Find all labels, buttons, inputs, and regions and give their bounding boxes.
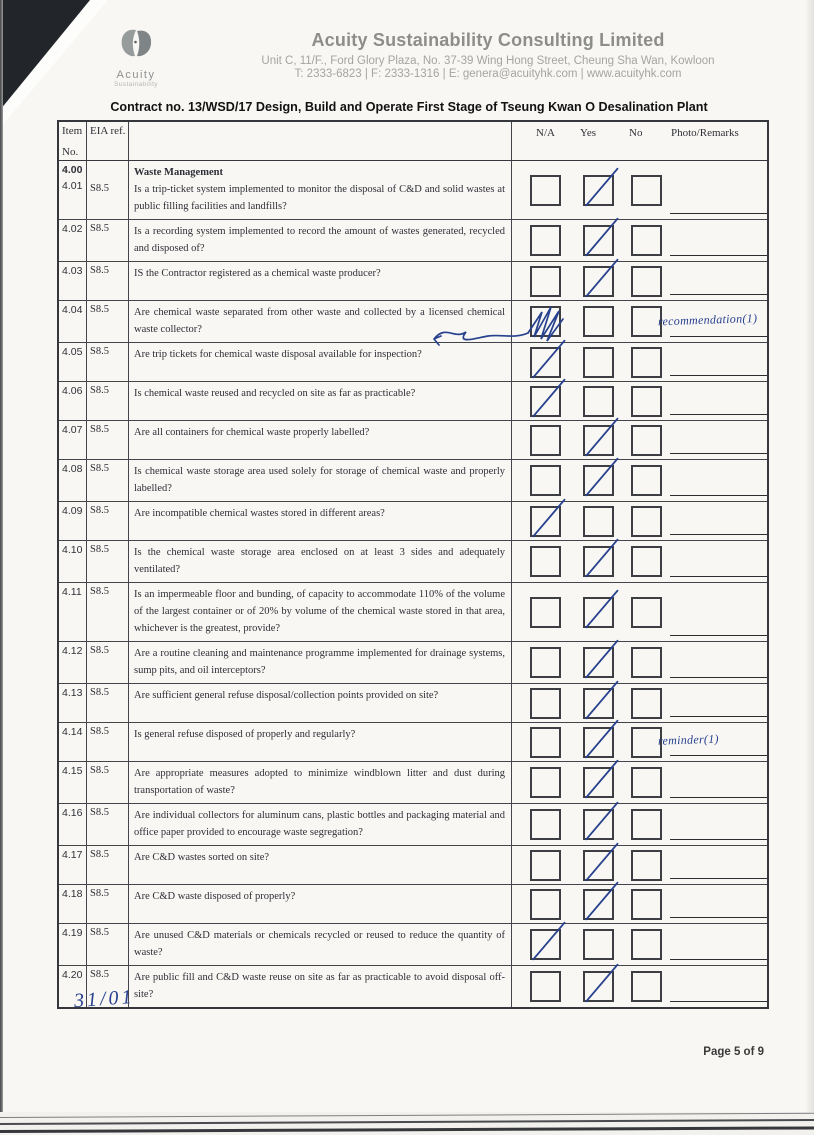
item-no: 4.14 bbox=[62, 726, 83, 738]
checkbox-no[interactable] bbox=[631, 850, 662, 881]
item-no: 4.18 bbox=[62, 888, 83, 900]
answer-cell bbox=[512, 421, 767, 459]
checkbox-no[interactable] bbox=[631, 225, 662, 256]
question-text: Are trip tickets for chemical waste disposal available for inspection? bbox=[134, 349, 422, 360]
checkbox-yes[interactable] bbox=[583, 597, 614, 628]
item-no: 4.17 bbox=[62, 849, 83, 861]
item-no-cell bbox=[59, 301, 87, 342]
tick-mark bbox=[579, 678, 623, 722]
question-cell bbox=[129, 684, 512, 722]
table-row bbox=[59, 762, 767, 804]
question-text: Is chemical waste reused and recycled on site as far as practicable? bbox=[134, 388, 416, 399]
logo-subtitle: Sustainability bbox=[114, 81, 158, 88]
question-cell bbox=[129, 583, 512, 641]
checkbox-yes[interactable] bbox=[583, 347, 614, 378]
header-question-col bbox=[129, 122, 512, 160]
answer-cell bbox=[512, 502, 767, 540]
item-no-cell bbox=[59, 684, 87, 722]
checkbox-na[interactable] bbox=[530, 266, 561, 297]
eia-ref: S8.5 bbox=[90, 424, 109, 435]
checkbox-yes[interactable] bbox=[583, 175, 614, 206]
checkbox-no[interactable] bbox=[631, 347, 662, 378]
handwritten-date: 31/01 bbox=[73, 985, 136, 1013]
answer-cell bbox=[512, 885, 767, 923]
remarks-line bbox=[670, 414, 767, 415]
tick-mark bbox=[579, 637, 623, 681]
table-row bbox=[59, 502, 767, 541]
eia-ref: S8.5 bbox=[90, 765, 109, 776]
eia-ref-cell bbox=[87, 885, 129, 923]
checkbox-na[interactable] bbox=[530, 971, 561, 1002]
remarks-line bbox=[670, 576, 767, 577]
checkbox-na[interactable] bbox=[530, 306, 561, 337]
header-no: No bbox=[629, 127, 643, 139]
item-no-cell bbox=[59, 541, 87, 582]
checkbox-na[interactable] bbox=[530, 929, 561, 960]
checkbox-na[interactable] bbox=[530, 425, 561, 456]
table-row bbox=[59, 846, 767, 885]
checkbox-yes[interactable] bbox=[583, 889, 614, 920]
checkbox-yes[interactable] bbox=[583, 767, 614, 798]
eia-ref: S8.5 bbox=[90, 304, 109, 315]
question-cell bbox=[129, 262, 512, 300]
item-no: 4.15 bbox=[62, 765, 83, 777]
checkbox-no[interactable] bbox=[631, 889, 662, 920]
eia-ref: S8.5 bbox=[90, 265, 109, 276]
item-no-cell bbox=[59, 161, 87, 219]
item-no-cell bbox=[59, 583, 87, 641]
item-no: 4.19 bbox=[62, 927, 83, 939]
eia-ref-cell bbox=[87, 161, 129, 219]
checkbox-yes[interactable] bbox=[583, 225, 614, 256]
table-header-row bbox=[59, 122, 767, 161]
answer-cell bbox=[512, 684, 767, 722]
question-text: Are C&D waste disposed of properly? bbox=[134, 891, 296, 902]
question-cell bbox=[129, 762, 512, 803]
question-cell bbox=[129, 220, 512, 261]
answer-cell bbox=[512, 262, 767, 300]
header-item-no bbox=[59, 122, 87, 160]
eia-ref-cell bbox=[87, 343, 129, 381]
answer-cell bbox=[512, 642, 767, 683]
header-na: N/A bbox=[536, 127, 555, 139]
item-no: 4.06 bbox=[62, 385, 83, 397]
question-cell bbox=[129, 924, 512, 965]
eia-ref: S8.5 bbox=[90, 645, 109, 656]
item-no: 4.04 bbox=[62, 304, 83, 316]
checkbox-no[interactable] bbox=[631, 767, 662, 798]
question-cell bbox=[129, 460, 512, 501]
eia-ref-cell bbox=[87, 846, 129, 884]
question-cell bbox=[129, 161, 512, 219]
question-text: Is a recording system implemented to record the amount of wastes generated, recycled and disposed of? bbox=[134, 226, 505, 254]
eia-ref-cell bbox=[87, 583, 129, 641]
remarks-line bbox=[670, 294, 767, 295]
item-no-cell bbox=[59, 804, 87, 845]
item-no-cell bbox=[59, 723, 87, 761]
checklist-table bbox=[57, 120, 769, 1009]
question-text: Are sufficient general refuse disposal/collection points provided on site? bbox=[134, 690, 439, 701]
checkbox-na[interactable] bbox=[530, 647, 561, 678]
checkbox-na[interactable] bbox=[530, 889, 561, 920]
checkbox-yes[interactable] bbox=[583, 506, 614, 537]
eia-ref-cell bbox=[87, 382, 129, 420]
eia-ref-cell bbox=[87, 924, 129, 965]
checkbox-no[interactable] bbox=[631, 929, 662, 960]
item-no-cell bbox=[59, 343, 87, 381]
remarks-line bbox=[670, 375, 767, 376]
question-text: Are chemical waste separated from other waste and collected by a licensed chemical waste collector? bbox=[134, 307, 505, 335]
table-row bbox=[59, 583, 767, 642]
table-row bbox=[59, 301, 767, 343]
item-no: 4.20 bbox=[62, 969, 83, 981]
header-photo-remarks: Photo/Remarks bbox=[671, 127, 739, 139]
checkbox-no[interactable] bbox=[631, 597, 662, 628]
remarks-line bbox=[670, 255, 767, 256]
item-no-cell bbox=[59, 924, 87, 965]
header-answer-cols bbox=[512, 122, 767, 160]
item-no-cell bbox=[59, 502, 87, 540]
eia-ref-cell bbox=[87, 642, 129, 683]
item-no: 4.02 bbox=[62, 223, 83, 235]
tick-mark bbox=[579, 536, 623, 580]
item-no-cell bbox=[59, 460, 87, 501]
tick-mark bbox=[579, 879, 623, 923]
item-no-cell bbox=[59, 762, 87, 803]
header-item-line1: Item bbox=[62, 125, 83, 137]
tick-mark bbox=[579, 587, 623, 631]
checkbox-no[interactable] bbox=[631, 465, 662, 496]
answer-cell bbox=[512, 382, 767, 420]
tick-mark bbox=[579, 165, 623, 209]
eia-ref-cell bbox=[87, 421, 129, 459]
checkbox-yes[interactable] bbox=[583, 929, 614, 960]
question-cell bbox=[129, 846, 512, 884]
checkbox-yes[interactable] bbox=[583, 727, 614, 758]
item-no: 4.11 bbox=[62, 586, 82, 598]
checkbox-no[interactable] bbox=[631, 647, 662, 678]
checkbox-na[interactable] bbox=[530, 546, 561, 577]
item-no-cell bbox=[59, 220, 87, 261]
eia-ref: S8.5 bbox=[90, 183, 109, 194]
checkbox-no[interactable] bbox=[631, 809, 662, 840]
checkbox-na[interactable] bbox=[530, 727, 561, 758]
checkbox-na[interactable] bbox=[530, 506, 561, 537]
eia-ref-cell bbox=[87, 804, 129, 845]
tick-mark bbox=[579, 455, 623, 499]
checkbox-na[interactable] bbox=[530, 688, 561, 719]
table-row bbox=[59, 885, 767, 924]
checkbox-na[interactable] bbox=[530, 347, 561, 378]
logo-name: Acuity bbox=[116, 69, 156, 81]
contract-title: Contract no. 13/WSD/17 Design, Build and Operate First Stage of Tseung Kwan O Desalination Plant bbox=[110, 100, 708, 114]
question-text: Are a routine cleaning and maintenance programme implemented for drainage systems, sump pits, and oil interceptors? bbox=[134, 648, 505, 676]
question-text: Are individual collectors for aluminum cans, plastic bottles and packaging material and office paper provided to encourage waste segregation? bbox=[134, 810, 505, 838]
question-text: Are C&D wastes sorted on site? bbox=[134, 852, 270, 863]
question-cell bbox=[129, 804, 512, 845]
checkbox-no[interactable] bbox=[631, 425, 662, 456]
company-name: Acuity Sustainability Consulting Limited bbox=[311, 30, 665, 50]
question-cell bbox=[129, 885, 512, 923]
remarks-line bbox=[670, 878, 767, 879]
item-no: 4.09 bbox=[62, 505, 83, 517]
item-no: 4.03 bbox=[62, 265, 83, 277]
table-row bbox=[59, 684, 767, 723]
eia-ref-cell bbox=[87, 220, 129, 261]
eia-ref: S8.5 bbox=[90, 687, 109, 698]
eia-ref: S8.5 bbox=[90, 849, 109, 860]
checkbox-no[interactable] bbox=[631, 506, 662, 537]
checkbox-yes[interactable] bbox=[583, 850, 614, 881]
header-item-line2: No. bbox=[62, 146, 79, 158]
remarks-line bbox=[670, 677, 767, 678]
eia-ref-cell bbox=[87, 460, 129, 501]
checkbox-no[interactable] bbox=[631, 386, 662, 417]
acuity-leaf-icon bbox=[116, 26, 156, 68]
checkbox-yes[interactable] bbox=[583, 386, 614, 417]
question-text: Is general refuse disposed of properly and regularly? bbox=[134, 729, 356, 740]
item-no-cell bbox=[59, 885, 87, 923]
tick-mark bbox=[579, 256, 623, 300]
table-row bbox=[59, 343, 767, 382]
company-logo bbox=[92, 26, 180, 88]
item-no-cell bbox=[59, 421, 87, 459]
remarks-line bbox=[670, 755, 767, 756]
question-text: Are all containers for chemical waste properly labelled? bbox=[134, 427, 370, 438]
eia-ref: S8.5 bbox=[90, 544, 109, 555]
question-text: Are unused C&D materials or chemicals recycled or reused to reduce the quantity of waste? bbox=[134, 930, 505, 958]
item-no-cell bbox=[59, 642, 87, 683]
item-no-cell bbox=[59, 262, 87, 300]
tick-mark bbox=[526, 496, 570, 540]
item-no: 4.08 bbox=[62, 463, 83, 475]
page-left-edge bbox=[0, 0, 3, 1135]
table-row bbox=[59, 262, 767, 301]
question-text: Are public fill and C&D waste reuse on site as far as practicable to avoid disposal off-site? bbox=[134, 972, 505, 1000]
checkbox-yes[interactable] bbox=[583, 306, 614, 337]
answer-cell bbox=[512, 804, 767, 845]
tick-mark bbox=[526, 376, 570, 420]
checkbox-no[interactable] bbox=[631, 175, 662, 206]
item-no: 4.12 bbox=[62, 645, 83, 657]
checkbox-no[interactable] bbox=[631, 546, 662, 577]
handwritten-remark: recommendation(1) bbox=[657, 310, 758, 328]
question-cell bbox=[129, 421, 512, 459]
remarks-line bbox=[670, 716, 767, 717]
checkbox-no[interactable] bbox=[631, 688, 662, 719]
section-item-no: 4.00 bbox=[62, 164, 83, 176]
checkbox-na[interactable] bbox=[530, 597, 561, 628]
checkbox-yes[interactable] bbox=[583, 546, 614, 577]
checkbox-no[interactable] bbox=[631, 971, 662, 1002]
eia-ref-cell bbox=[87, 502, 129, 540]
question-text: Is the chemical waste storage area enclosed on at least 3 sides and adequately ventilated? bbox=[134, 547, 505, 575]
company-contact-line: T: 2333-6823 | F: 2333-1316 | E: genera@acuityhk.com | www.acuityhk.com bbox=[294, 68, 682, 80]
table-row bbox=[59, 723, 767, 762]
answer-cell bbox=[512, 924, 767, 965]
audit-table-body bbox=[59, 161, 767, 1007]
tick-mark bbox=[579, 717, 623, 761]
answer-cell bbox=[512, 846, 767, 884]
answer-cell bbox=[512, 723, 767, 761]
checkbox-na[interactable] bbox=[530, 465, 561, 496]
eia-ref: S8.5 bbox=[90, 505, 109, 516]
tick-mark bbox=[526, 919, 570, 963]
checkbox-yes[interactable] bbox=[583, 266, 614, 297]
eia-ref-cell bbox=[87, 262, 129, 300]
eia-ref: S8.5 bbox=[90, 969, 109, 980]
remarks-line bbox=[670, 336, 767, 337]
eia-ref: S8.5 bbox=[90, 463, 109, 474]
table-row bbox=[59, 382, 767, 421]
tick-mark bbox=[579, 415, 623, 459]
answer-cell bbox=[512, 583, 767, 641]
question-cell bbox=[129, 723, 512, 761]
question-text: Are incompatible chemical wastes stored in different areas? bbox=[134, 508, 385, 519]
checkbox-yes[interactable] bbox=[583, 647, 614, 678]
answer-cell bbox=[512, 966, 767, 1007]
eia-ref: S8.5 bbox=[90, 346, 109, 357]
page-right-shadow bbox=[805, 0, 814, 1135]
remarks-line bbox=[670, 635, 767, 636]
question-text: IS the Contractor registered as a chemical waste producer? bbox=[134, 268, 381, 279]
question-cell bbox=[129, 966, 512, 1007]
answer-cell bbox=[512, 161, 767, 219]
remarks-line bbox=[670, 917, 767, 918]
checkbox-yes[interactable] bbox=[583, 465, 614, 496]
remarks-line bbox=[670, 213, 767, 214]
checkbox-na[interactable] bbox=[530, 767, 561, 798]
eia-ref: S8.5 bbox=[90, 726, 109, 737]
remarks-line bbox=[670, 839, 767, 840]
eia-ref-cell bbox=[87, 762, 129, 803]
scanner-background-corner bbox=[0, 0, 90, 110]
header-yes: Yes bbox=[580, 127, 597, 139]
question-text: Are appropriate measures adopted to minimize windblown litter and dust during transportation of waste? bbox=[134, 768, 505, 796]
item-no: 4.05 bbox=[62, 346, 83, 358]
answer-cell bbox=[512, 541, 767, 582]
table-row bbox=[59, 421, 767, 460]
table-row bbox=[59, 966, 767, 1007]
tick-mark bbox=[579, 840, 623, 884]
tick-mark bbox=[579, 961, 623, 1005]
section-title: Waste Management bbox=[134, 167, 223, 178]
remarks-line bbox=[670, 959, 767, 960]
table-row bbox=[59, 220, 767, 262]
checkbox-na[interactable] bbox=[530, 850, 561, 881]
item-no: 4.01 bbox=[62, 180, 83, 192]
eia-ref-cell bbox=[87, 301, 129, 342]
remarks-line bbox=[670, 534, 767, 535]
eia-ref: S8.5 bbox=[90, 223, 109, 234]
remarks-line bbox=[670, 1001, 767, 1002]
table-row bbox=[59, 541, 767, 583]
checkbox-na[interactable] bbox=[530, 386, 561, 417]
page-number: Page 5 of 9 bbox=[703, 1046, 764, 1058]
table-row bbox=[59, 460, 767, 502]
table-row bbox=[59, 161, 767, 220]
eia-ref: S8.5 bbox=[90, 927, 109, 938]
checkbox-yes[interactable] bbox=[583, 425, 614, 456]
tick-mark bbox=[579, 215, 623, 259]
answer-cell bbox=[512, 220, 767, 261]
table-row bbox=[59, 642, 767, 684]
question-cell bbox=[129, 642, 512, 683]
item-no: 4.16 bbox=[62, 807, 83, 819]
header-eia-ref: EIA ref. bbox=[87, 122, 129, 160]
item-no-cell bbox=[59, 846, 87, 884]
question-cell bbox=[129, 541, 512, 582]
table-row bbox=[59, 924, 767, 966]
eia-ref: S8.5 bbox=[90, 586, 109, 597]
remarks-line bbox=[670, 453, 767, 454]
tick-mark bbox=[579, 799, 623, 843]
eia-ref-cell bbox=[87, 684, 129, 722]
question-cell bbox=[129, 382, 512, 420]
table-row bbox=[59, 804, 767, 846]
eia-ref: S8.5 bbox=[90, 385, 109, 396]
question-text: Is an impermeable floor and bunding, of capacity to accommodate 110% of the volume of the largest container or of 20% by volume of the chemical waste stored in that area, whichever is the greatest, provide? bbox=[134, 589, 505, 634]
question-text: Is chemical waste storage area used solely for storage of chemical waste and properly labelled? bbox=[134, 466, 505, 494]
question-cell bbox=[129, 502, 512, 540]
item-no-cell bbox=[59, 382, 87, 420]
checkbox-no[interactable] bbox=[631, 266, 662, 297]
tick-mark bbox=[526, 337, 570, 381]
eia-ref-cell bbox=[87, 723, 129, 761]
checkbox-yes[interactable] bbox=[583, 688, 614, 719]
item-no: 4.10 bbox=[62, 544, 83, 556]
checkbox-na[interactable] bbox=[530, 175, 561, 206]
eia-ref: S8.5 bbox=[90, 888, 109, 899]
tick-mark bbox=[579, 757, 623, 801]
checkbox-na[interactable] bbox=[530, 225, 561, 256]
question-text: Is a trip-ticket system implemented to monitor the disposal of C&D and solid wastes at public filling facilities and landfills? bbox=[134, 184, 505, 212]
eia-ref-cell bbox=[87, 541, 129, 582]
letterhead bbox=[186, 30, 790, 80]
answer-cell bbox=[512, 762, 767, 803]
company-address: Unit C, 11/F., Ford Glory Plaza, No. 37-39 Wing Hong Street, Cheung Sha Wan, Kowloon bbox=[261, 55, 715, 67]
checkbox-yes[interactable] bbox=[583, 971, 614, 1002]
remarks-line bbox=[670, 495, 767, 496]
checkbox-na[interactable] bbox=[530, 809, 561, 840]
checkbox-yes[interactable] bbox=[583, 809, 614, 840]
eia-ref: S8.5 bbox=[90, 807, 109, 818]
handwritten-remark: reminder(1) bbox=[657, 731, 720, 748]
remarks-line bbox=[670, 797, 767, 798]
item-no: 4.07 bbox=[62, 424, 83, 436]
item-no: 4.13 bbox=[62, 687, 83, 699]
